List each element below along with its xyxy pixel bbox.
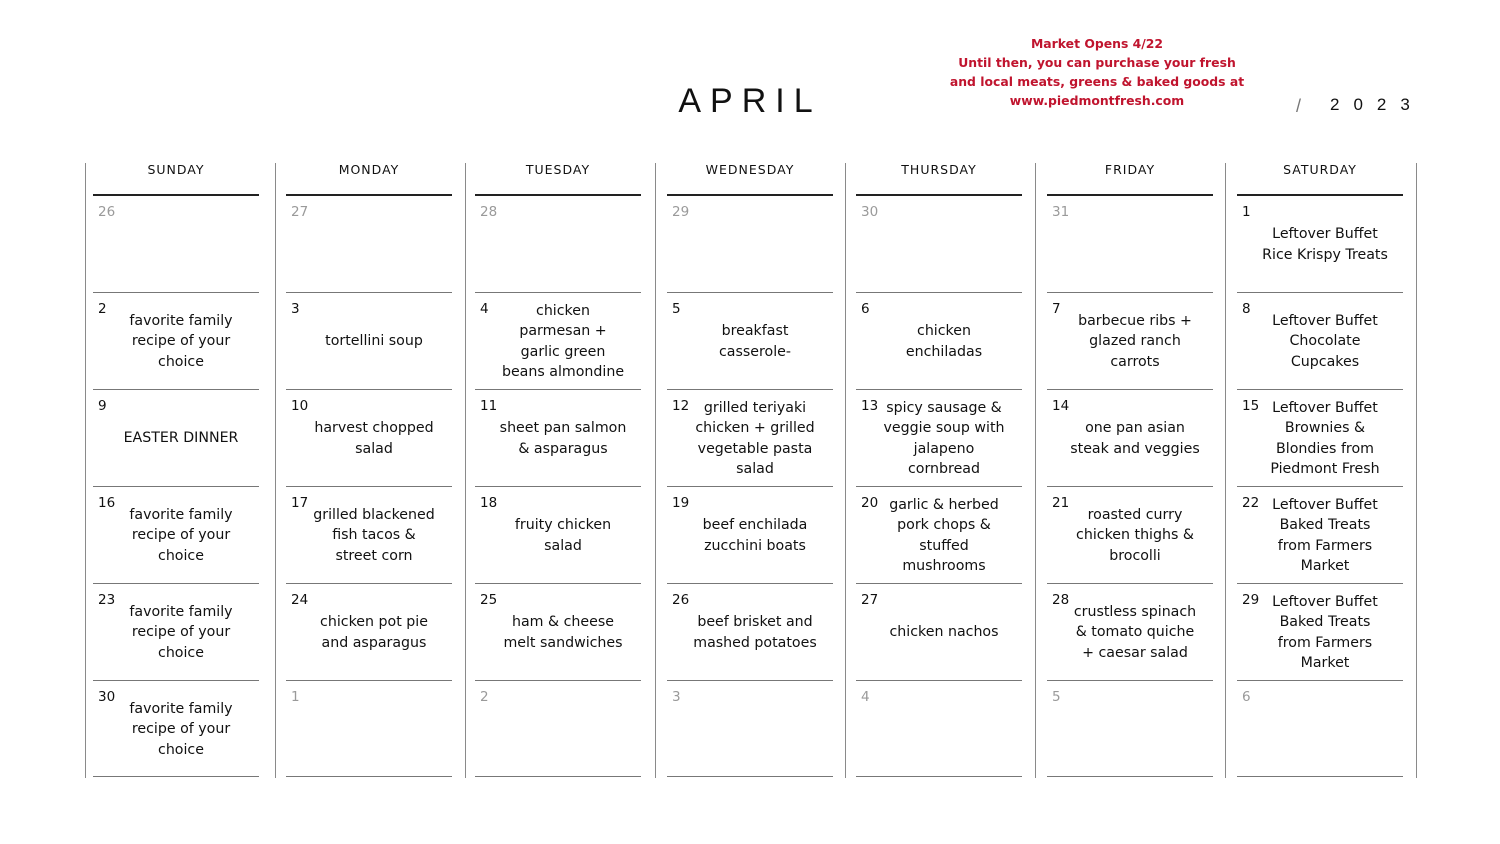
- calendar-day-cell[interactable]: [93, 390, 259, 487]
- day-number: 1: [1242, 204, 1251, 220]
- day-number: 10: [291, 398, 309, 414]
- month-title: APRIL: [678, 82, 822, 120]
- day-number: 20: [861, 495, 879, 511]
- day-number: 30: [861, 204, 879, 220]
- calendar-day-cell[interactable]: [856, 196, 1022, 293]
- weekday-header-wednesday: WEDNESDAY: [705, 162, 795, 177]
- day-number: 26: [98, 204, 116, 220]
- bottom-divider: [667, 776, 833, 777]
- day-number: 7: [1052, 301, 1061, 317]
- meal-text: ham & cheese melt sandwiches: [503, 614, 623, 651]
- calendar-day-cell[interactable]: [856, 681, 1022, 778]
- calendar-day-cell[interactable]: [475, 487, 641, 584]
- weekday-header-tuesday: TUESDAY: [525, 162, 591, 177]
- calendar-day-cell[interactable]: [286, 196, 452, 293]
- meal-text: beef enchilada zucchini boats: [702, 517, 808, 554]
- day-number: 14: [1052, 398, 1070, 414]
- column-divider: [1225, 163, 1226, 778]
- weekday-header-monday: MONDAY: [338, 162, 400, 177]
- bottom-divider: [475, 776, 641, 777]
- meal-text: chicken nachos: [889, 624, 999, 641]
- calendar-day-cell[interactable]: [93, 487, 259, 584]
- row-divider: [667, 194, 833, 196]
- calendar-day-cell[interactable]: [1047, 681, 1213, 778]
- calendar-day-cell[interactable]: [856, 293, 1022, 390]
- meal-text: favorite family recipe of your choice: [129, 700, 233, 758]
- calendar-day-cell[interactable]: [1237, 584, 1403, 681]
- row-divider: [1237, 680, 1403, 681]
- calendar-day-cell[interactable]: [93, 681, 259, 778]
- meal-text: one pan asian steak and veggies: [1070, 420, 1200, 457]
- column-divider: [845, 163, 846, 778]
- meal-text: sheet pan salmon & asparagus: [499, 420, 627, 457]
- meal-text: spicy sausage & veggie soup with jalapeno cornbread: [883, 399, 1005, 477]
- meal-text: breakfast casserole-: [719, 323, 791, 360]
- calendar-day-cell[interactable]: [1047, 293, 1213, 390]
- meal-text: tortellini soup: [325, 333, 423, 350]
- row-divider: [286, 680, 452, 681]
- row-divider: [856, 680, 1022, 681]
- column-divider: [465, 163, 466, 778]
- row-divider: [286, 194, 452, 196]
- day-number: 12: [672, 398, 690, 414]
- meal-text: favorite family recipe of your choice: [129, 603, 233, 661]
- calendar-day-cell[interactable]: [93, 293, 259, 390]
- day-number: 4: [861, 689, 870, 705]
- calendar-day-cell[interactable]: [1047, 487, 1213, 584]
- day-number: 22: [1242, 495, 1260, 511]
- day-number: 27: [861, 592, 879, 608]
- meal-text: barbecue ribs + glazed ranch carrots: [1078, 312, 1192, 370]
- calendar-day-cell[interactable]: [1237, 487, 1403, 584]
- day-number: 25: [480, 592, 498, 608]
- calendar-day-cell[interactable]: [475, 196, 641, 293]
- calendar-day-cell[interactable]: [93, 196, 259, 293]
- day-number: 29: [1242, 592, 1260, 608]
- calendar-day-cell[interactable]: [1047, 584, 1213, 681]
- day-number: 17: [291, 495, 309, 511]
- day-number: 24: [291, 592, 309, 608]
- row-divider: [667, 680, 833, 681]
- row-divider: [93, 194, 259, 196]
- meal-text: Leftover Buffet Chocolate Cupcakes: [1272, 312, 1378, 370]
- day-number: 23: [98, 592, 116, 608]
- meal-text: harvest chopped salad: [314, 420, 434, 457]
- day-number: 6: [861, 301, 870, 317]
- meal-text: Leftover Buffet Baked Treats from Farmers Market: [1272, 496, 1378, 574]
- weekday-header-saturday: SATURDAY: [1283, 162, 1357, 177]
- day-number: 5: [672, 301, 681, 317]
- day-number: 16: [98, 495, 116, 511]
- day-number: 3: [672, 689, 681, 705]
- row-divider: [1047, 680, 1213, 681]
- meal-text: Leftover Buffet Baked Treats from Farmers Market: [1272, 593, 1378, 671]
- calendar-day-cell[interactable]: [1047, 390, 1213, 487]
- bottom-divider: [1047, 776, 1213, 777]
- calendar-day-cell[interactable]: [667, 390, 833, 487]
- meal-text: garlic & herbed pork chops & stuffed mushrooms: [889, 496, 999, 574]
- row-divider: [475, 194, 641, 196]
- market-notice-line: Market Opens 4/22: [1030, 36, 1164, 51]
- calendar-day-cell[interactable]: [475, 681, 641, 778]
- calendar-day-cell[interactable]: [475, 390, 641, 487]
- calendar-day-cell[interactable]: [856, 390, 1022, 487]
- day-number: 8: [1242, 301, 1251, 317]
- calendar-day-cell[interactable]: [1237, 390, 1403, 487]
- column-divider: [655, 163, 656, 778]
- market-notice: [945, 34, 1249, 110]
- day-number: 9: [98, 398, 107, 414]
- calendar-day-cell[interactable]: [286, 293, 452, 390]
- day-number: 15: [1242, 398, 1260, 414]
- calendar-day-cell[interactable]: [856, 584, 1022, 681]
- calendar-day-cell[interactable]: [1237, 293, 1403, 390]
- meal-text: Leftover Buffet Brownies & Blondies from Piedmont Fresh: [1270, 399, 1380, 477]
- calendar-day-cell[interactable]: [1237, 681, 1403, 778]
- day-number: 1: [291, 689, 300, 705]
- day-number: 28: [480, 204, 498, 220]
- meal-text: fruity chicken salad: [514, 517, 612, 554]
- bottom-divider: [286, 776, 452, 777]
- day-number: 6: [1242, 689, 1251, 705]
- day-number: 3: [291, 301, 300, 317]
- calendar-day-cell[interactable]: [286, 584, 452, 681]
- day-number: 27: [291, 204, 309, 220]
- meal-text: chicken pot pie and asparagus: [320, 614, 428, 651]
- row-divider: [856, 194, 1022, 196]
- calendar-day-cell[interactable]: [1237, 196, 1403, 293]
- calendar-day-cell[interactable]: [286, 681, 452, 778]
- day-number: 26: [672, 592, 690, 608]
- meal-text: crustless spinach & tomato quiche + caesar salad: [1073, 603, 1197, 661]
- day-number: 21: [1052, 495, 1070, 511]
- meal-text: favorite family recipe of your choice: [129, 312, 233, 370]
- calendar-day-cell[interactable]: [667, 293, 833, 390]
- column-divider: [1035, 163, 1036, 778]
- bottom-divider: [856, 776, 1022, 777]
- calendar-day-cell[interactable]: [93, 584, 259, 681]
- calendar-day-cell[interactable]: [667, 487, 833, 584]
- meal-text: grilled teriyaki chicken + grilled vegetable pasta salad: [695, 399, 815, 477]
- day-number: 11: [480, 398, 498, 414]
- calendar-day-cell[interactable]: [667, 584, 833, 681]
- weekday-header-sunday: SUNDAY: [147, 162, 205, 177]
- day-number: 28: [1052, 592, 1070, 608]
- year-title: 2023: [1330, 95, 1424, 114]
- day-number: 29: [672, 204, 690, 220]
- row-divider: [1047, 194, 1213, 196]
- calendar-day-cell[interactable]: [856, 487, 1022, 584]
- day-number: 31: [1052, 204, 1070, 220]
- day-number: 2: [98, 301, 107, 317]
- calendar-day-cell[interactable]: [475, 293, 641, 390]
- meal-text: chicken parmesan + garlic green beans almondine: [501, 302, 625, 380]
- meal-text: EASTER DINNER: [123, 430, 239, 447]
- row-divider: [475, 680, 641, 681]
- meal-text: beef brisket and mashed potatoes: [693, 614, 817, 651]
- calendar-day-cell[interactable]: [475, 584, 641, 681]
- market-notice-link[interactable]: www.piedmontfresh.com: [1009, 93, 1185, 108]
- day-number: 30: [98, 689, 116, 705]
- meal-text: grilled blackened fish tacos & street corn: [313, 506, 435, 564]
- day-number: 18: [480, 495, 498, 511]
- column-divider: [85, 163, 86, 778]
- calendar-day-cell[interactable]: [667, 681, 833, 778]
- calendar-day-cell[interactable]: [286, 487, 452, 584]
- day-number: 5: [1052, 689, 1061, 705]
- market-notice-line: and local meats, greens & baked goods at: [949, 74, 1245, 89]
- weekday-header-friday: FRIDAY: [1104, 162, 1156, 177]
- day-number: 2: [480, 689, 489, 705]
- bottom-divider: [93, 776, 259, 777]
- year-separator: /: [1296, 96, 1302, 116]
- calendar-day-cell[interactable]: [286, 390, 452, 487]
- meal-text: Leftover Buffet Rice Krispy Treats: [1262, 226, 1388, 263]
- calendar-day-cell[interactable]: [1047, 196, 1213, 293]
- meal-text: chicken enchiladas: [905, 323, 983, 360]
- bottom-divider: [1237, 776, 1403, 777]
- weekday-header-thursday: THURSDAY: [901, 162, 977, 177]
- meal-text: favorite family recipe of your choice: [129, 506, 233, 564]
- calendar-day-cell[interactable]: [667, 196, 833, 293]
- column-divider: [275, 163, 276, 778]
- market-notice-line: Until then, you can purchase your fresh: [958, 55, 1236, 70]
- day-number: 4: [480, 301, 489, 317]
- day-number: 19: [672, 495, 690, 511]
- day-number: 13: [861, 398, 879, 414]
- column-divider: [1416, 163, 1417, 778]
- meal-text: roasted curry chicken thighs & brocolli: [1076, 506, 1194, 564]
